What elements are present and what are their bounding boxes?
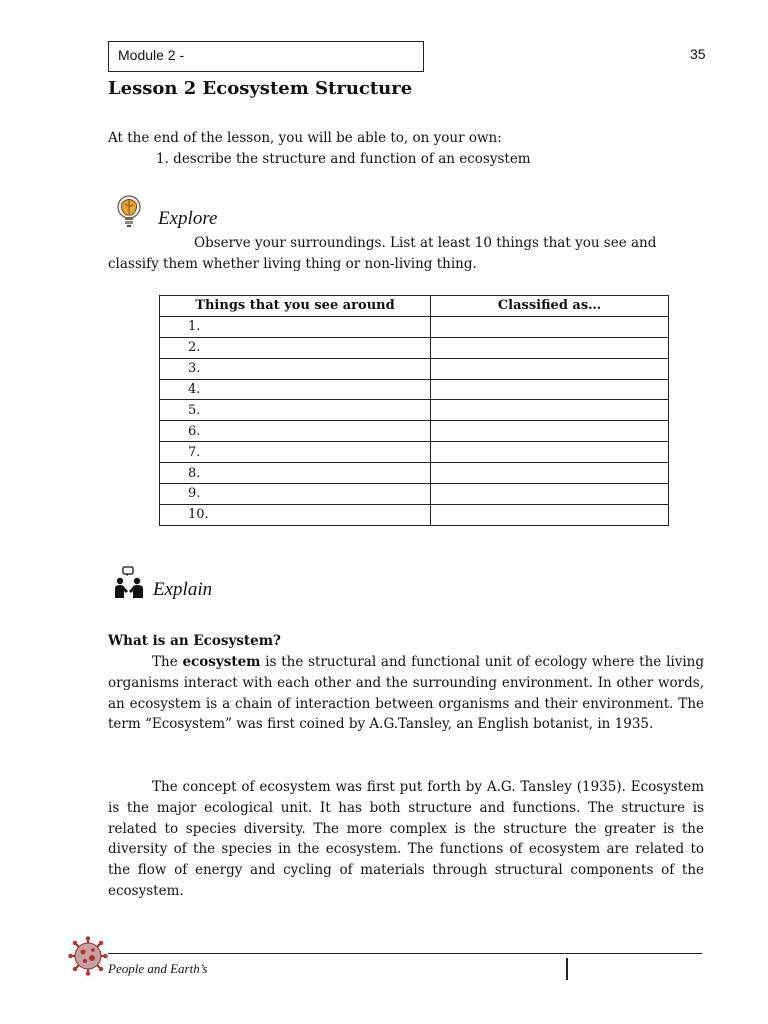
table-header: Things that you see around [160,296,431,317]
table-cell: 1. [160,316,431,337]
table-cell-empty [431,484,669,505]
lesson-title: Lesson 2 Ecosystem Structure [108,78,413,99]
table-cell: 7. [160,442,431,463]
table-cell: 5. [160,400,431,421]
table-cell-empty [431,442,669,463]
table-cell-empty [431,337,669,358]
p1-rest: is the structural and functional unit of ecology where the living organisms interact with each other and the surrounding environment. In other words, an ecosystem is a chain of interaction between organisms and their environment. The term “Ecosystem” was first coined by A.G.Tansley, an English botanist, in 1935. [108,654,704,733]
table-row [160,442,669,463]
paragraph-1 [108,652,704,735]
table-cell-empty [431,463,669,484]
table-cell-empty [431,504,669,525]
page-number: 35 [690,46,706,62]
table-cell: 2. [160,337,431,358]
table-header-row [160,296,669,317]
table-cell: 9. [160,484,431,505]
explore-instruction-2: classify them whether living thing or non-living thing. [108,256,477,272]
table-cell-empty [431,400,669,421]
lightbulb-brain-icon [113,193,145,229]
objectives-intro: At the end of the lesson, you will be able to, on your own: [108,130,502,146]
explain-heading: Explain [153,579,213,600]
explore-instruction-1: Observe your surroundings. List at least 10 things that you see and [194,235,657,251]
question-heading: What is an Ecosystem? [108,633,281,649]
table-row [160,316,669,337]
module-label: Module 2 - [118,47,185,63]
table-cell: 4. [160,379,431,400]
explore-heading: Explore [158,208,218,229]
table-cell-empty [431,316,669,337]
table-cell: 3. [160,358,431,379]
things-table [159,295,669,526]
table-row [160,337,669,358]
footer-divider [108,953,702,954]
table-row [160,379,669,400]
table-cell: 10. [160,504,431,525]
table-header: Classified as… [431,296,669,317]
p1-lead: The [152,654,183,670]
table-cell: 8. [160,463,431,484]
people-talking-icon [112,566,146,600]
table-row [160,358,669,379]
virus-logo-icon [68,936,108,976]
paragraph-2: The concept of ecosystem was first put forth by A.G. Tansley (1935). Ecosystem is the major ecological unit. It has both structure and functions. The structure is related to species diversity. The more complex is the structure the greater is the diversity of the species in the ecosystem. The functions of ecosystem are related to the flow of energy and cycling of materials through structural components of the ecosystem. [108,779,704,899]
table-row [160,421,669,442]
table-row [160,484,669,505]
objective-item: 1. describe the structure and function of an ecosystem [156,151,531,167]
table-cell-empty [431,358,669,379]
table-row [160,463,669,484]
p1-bold-term: ecosystem [182,654,261,670]
module-label-box [108,41,424,72]
table-cell: 6. [160,421,431,442]
footer-text: People and Earth’s [108,961,208,976]
table-row [160,400,669,421]
table-row [160,504,669,525]
table-cell-empty [431,421,669,442]
footer-separator [566,958,568,980]
table-cell-empty [431,379,669,400]
